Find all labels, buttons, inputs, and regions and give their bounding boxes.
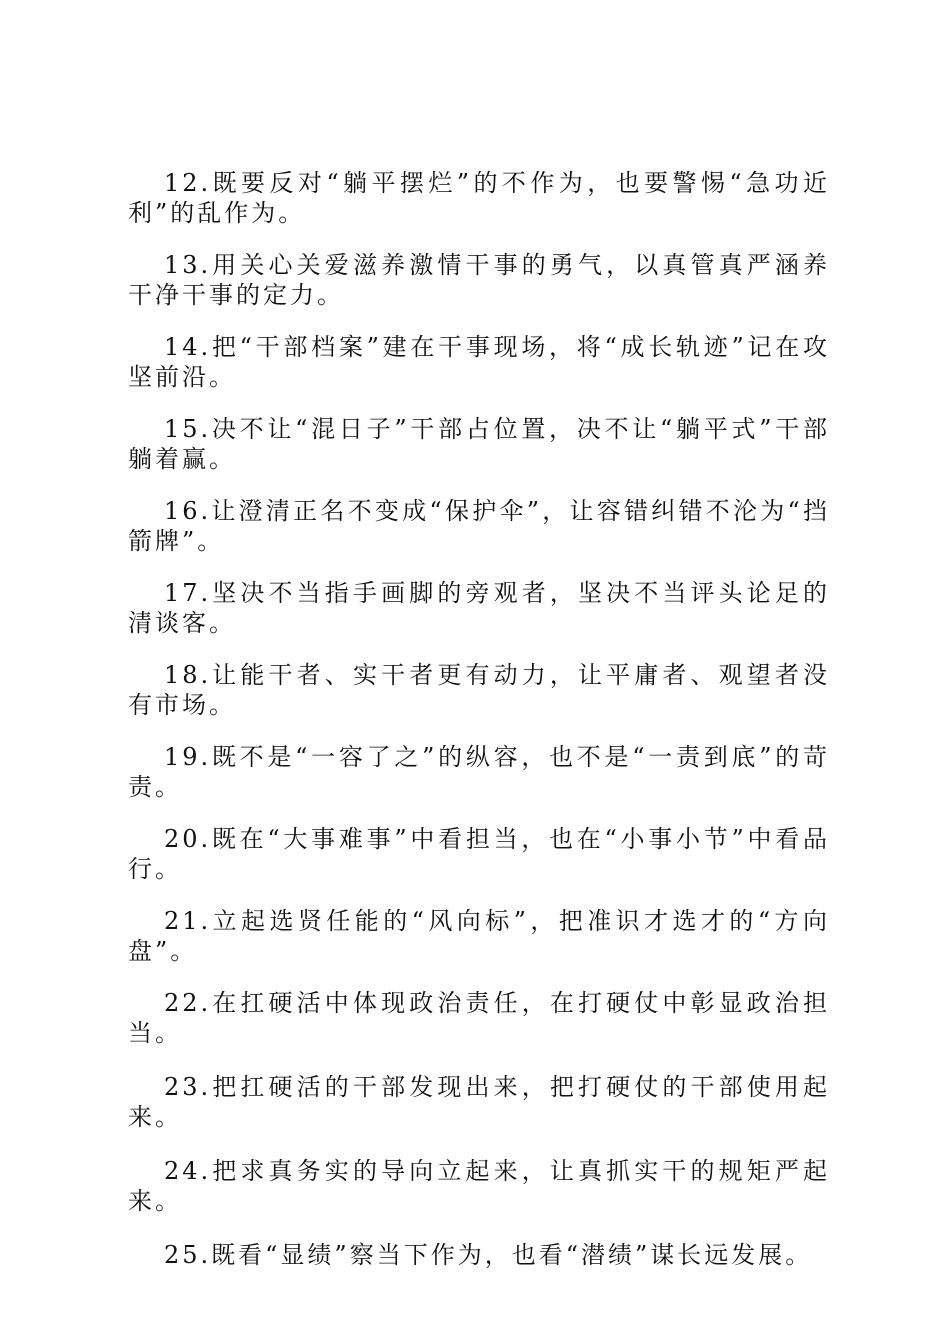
paragraph-19: 19.既不是“一容了之”的纵容，也不是“一责到底”的苛责。	[128, 743, 830, 801]
paragraph-12: 12.既要反对“躺平摆烂”的不作为，也要警惕“急功近利”的乱作为。	[128, 169, 830, 227]
paragraph-15: 15.决不让“混日子”干部占位置，决不让“躺平式”干部躺着赢。	[128, 415, 830, 473]
paragraph-23: 23.把扛硬活的干部发现出来，把打硬仗的干部使用起来。	[128, 1073, 830, 1131]
paragraph-16: 16.让澄清正名不变成“保护伞”，让容错纠错不沦为“挡箭牌”。	[128, 497, 830, 555]
paragraph-22: 22.在扛硬活中体现政治责任，在打硬仗中彰显政治担当。	[128, 989, 830, 1047]
paragraph-14: 14.把“干部档案”建在干事现场，将“成长轨迹”记在攻坚前沿。	[128, 333, 830, 391]
paragraph-24: 24.把求真务实的导向立起来，让真抓实干的规矩严起来。	[128, 1157, 830, 1215]
paragraph-20: 20.既在“大事难事”中看担当，也在“小事小节”中看品行。	[128, 825, 830, 883]
paragraph-13: 13.用关心关爱滋养激情干事的勇气，以真管真严涵养干净干事的定力。	[128, 251, 830, 309]
paragraph-18: 18.让能干者、实干者更有动力，让平庸者、观望者没有市场。	[128, 661, 830, 719]
paragraph-25: 25.既看“显绩”察当下作为，也看“潜绩”谋长远发展。	[164, 1241, 813, 1269]
paragraph-21: 21.立起选贤任能的“风向标”，把准识才选才的“方向盘”。	[128, 907, 830, 965]
paragraph-17: 17.坚决不当指手画脚的旁观者，坚决不当评头论足的清谈客。	[128, 579, 830, 637]
document-body	[128, 168, 830, 1294]
